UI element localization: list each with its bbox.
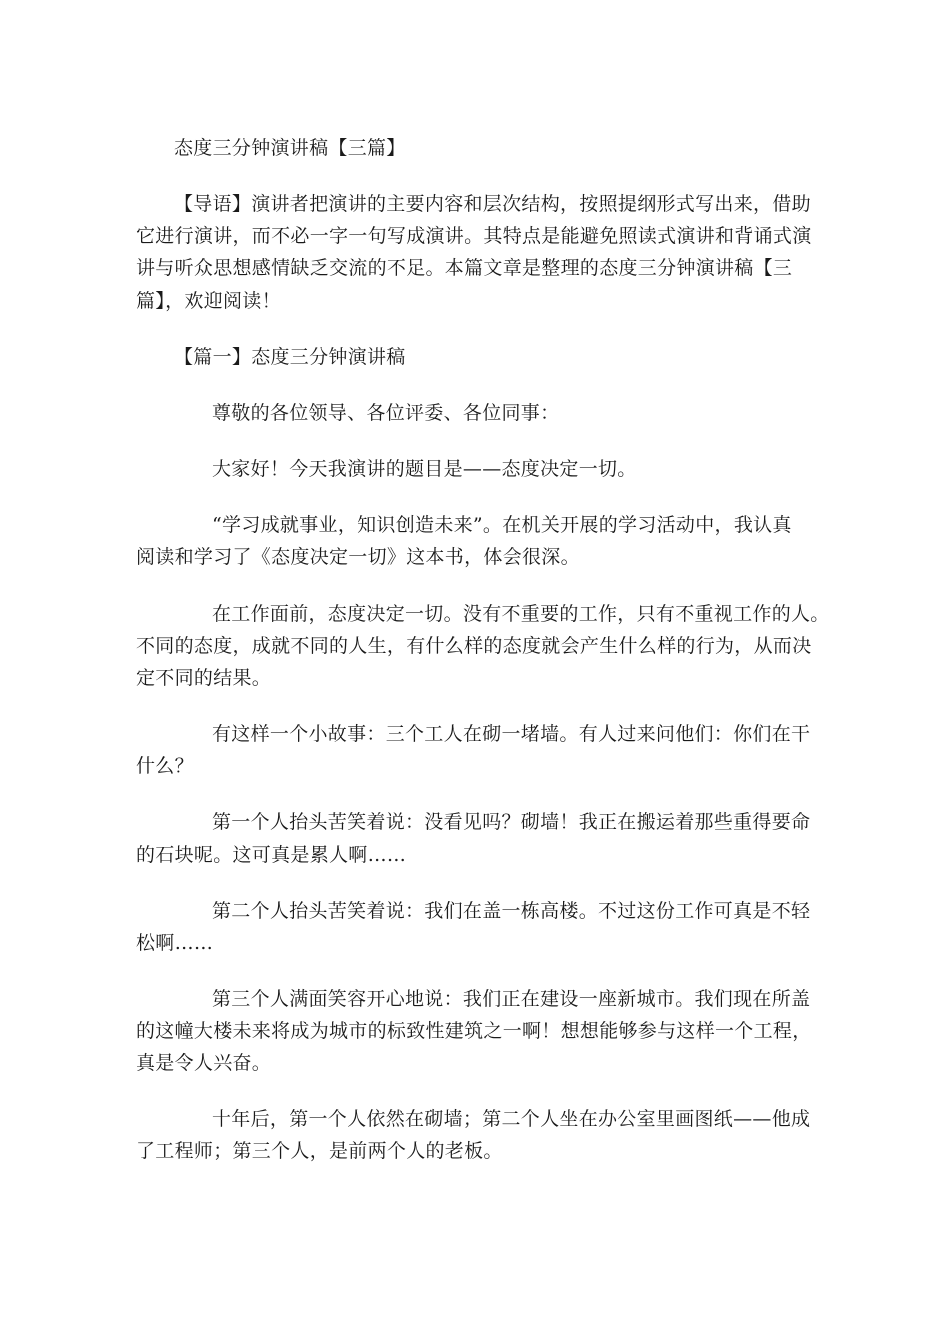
paragraph-line: “学习成就事业，知识创造未来”。在机关开展的学习活动中，我认真 (212, 514, 792, 536)
paragraph-line: 的这幢大楼未来将成为城市的标致性建筑之一啊！想想能够参与这样一个工程， (136, 1020, 812, 1042)
paragraph-line: 第二个人抬头苦笑着说：我们在盖一栋高楼。不过这份工作可真是不轻 (212, 900, 811, 922)
document-title: 态度三分钟演讲稿【三篇】 (174, 137, 406, 159)
intro-line: 讲与听众思想感情缺乏交流的不足。本篇文章是整理的态度三分钟演讲稿【三 (136, 257, 793, 279)
paragraph-line: 第一个人抬头苦笑着说：没看见吗？砌墙！我正在搬运着那些重得要命 (212, 811, 811, 833)
paragraph-line: 第三个人满面笑容开心地说：我们正在建设一座新城市。我们现在所盖 (212, 988, 811, 1010)
intro-line: 它进行演讲，而不必一字一句写成演讲。其特点是能避免照读式演讲和背诵式演 (136, 225, 812, 247)
paragraph-line: 的石块呢。这可真是累人啊…… (136, 844, 407, 866)
paragraph-line: 真是令人兴奋。 (136, 1052, 272, 1074)
paragraph-line: 定不同的结果。 (136, 667, 272, 689)
paragraph-line: 了工程师；第三个人，是前两个人的老板。 (136, 1140, 503, 1162)
paragraph-line: 什么？ (136, 755, 194, 777)
paragraph-line: 尊敬的各位领导、各位评委、各位同事： (212, 402, 560, 424)
intro-line: 【导语】演讲者把演讲的主要内容和层次结构，按照提纲形式写出来，借助 (174, 193, 811, 215)
paragraph-line: 大家好！今天我演讲的题目是——态度决定一切。 (212, 458, 637, 480)
paragraph-line: 不同的态度，成就不同的人生，有什么样的态度就会产生什么样的行为，从而决 (136, 635, 812, 657)
section-heading: 【篇一】态度三分钟演讲稿 (174, 346, 406, 368)
paragraph-line: 十年后，第一个人依然在砌墙；第二个人坐在办公室里画图纸——他成 (212, 1108, 811, 1130)
paragraph-line: 松啊…… (136, 932, 214, 954)
intro-line: 篇】，欢迎阅读！ (136, 290, 281, 312)
paragraph-line: 有这样一个小故事：三个工人在砌一堵墙。有人过来问他们：你们在干 (212, 723, 811, 745)
paragraph-line: 在工作面前，态度决定一切。没有不重要的工作，只有不重视工作的人。 (212, 603, 830, 625)
paragraph-line: 阅读和学习了《态度决定一切》这本书，体会很深。 (136, 546, 580, 568)
